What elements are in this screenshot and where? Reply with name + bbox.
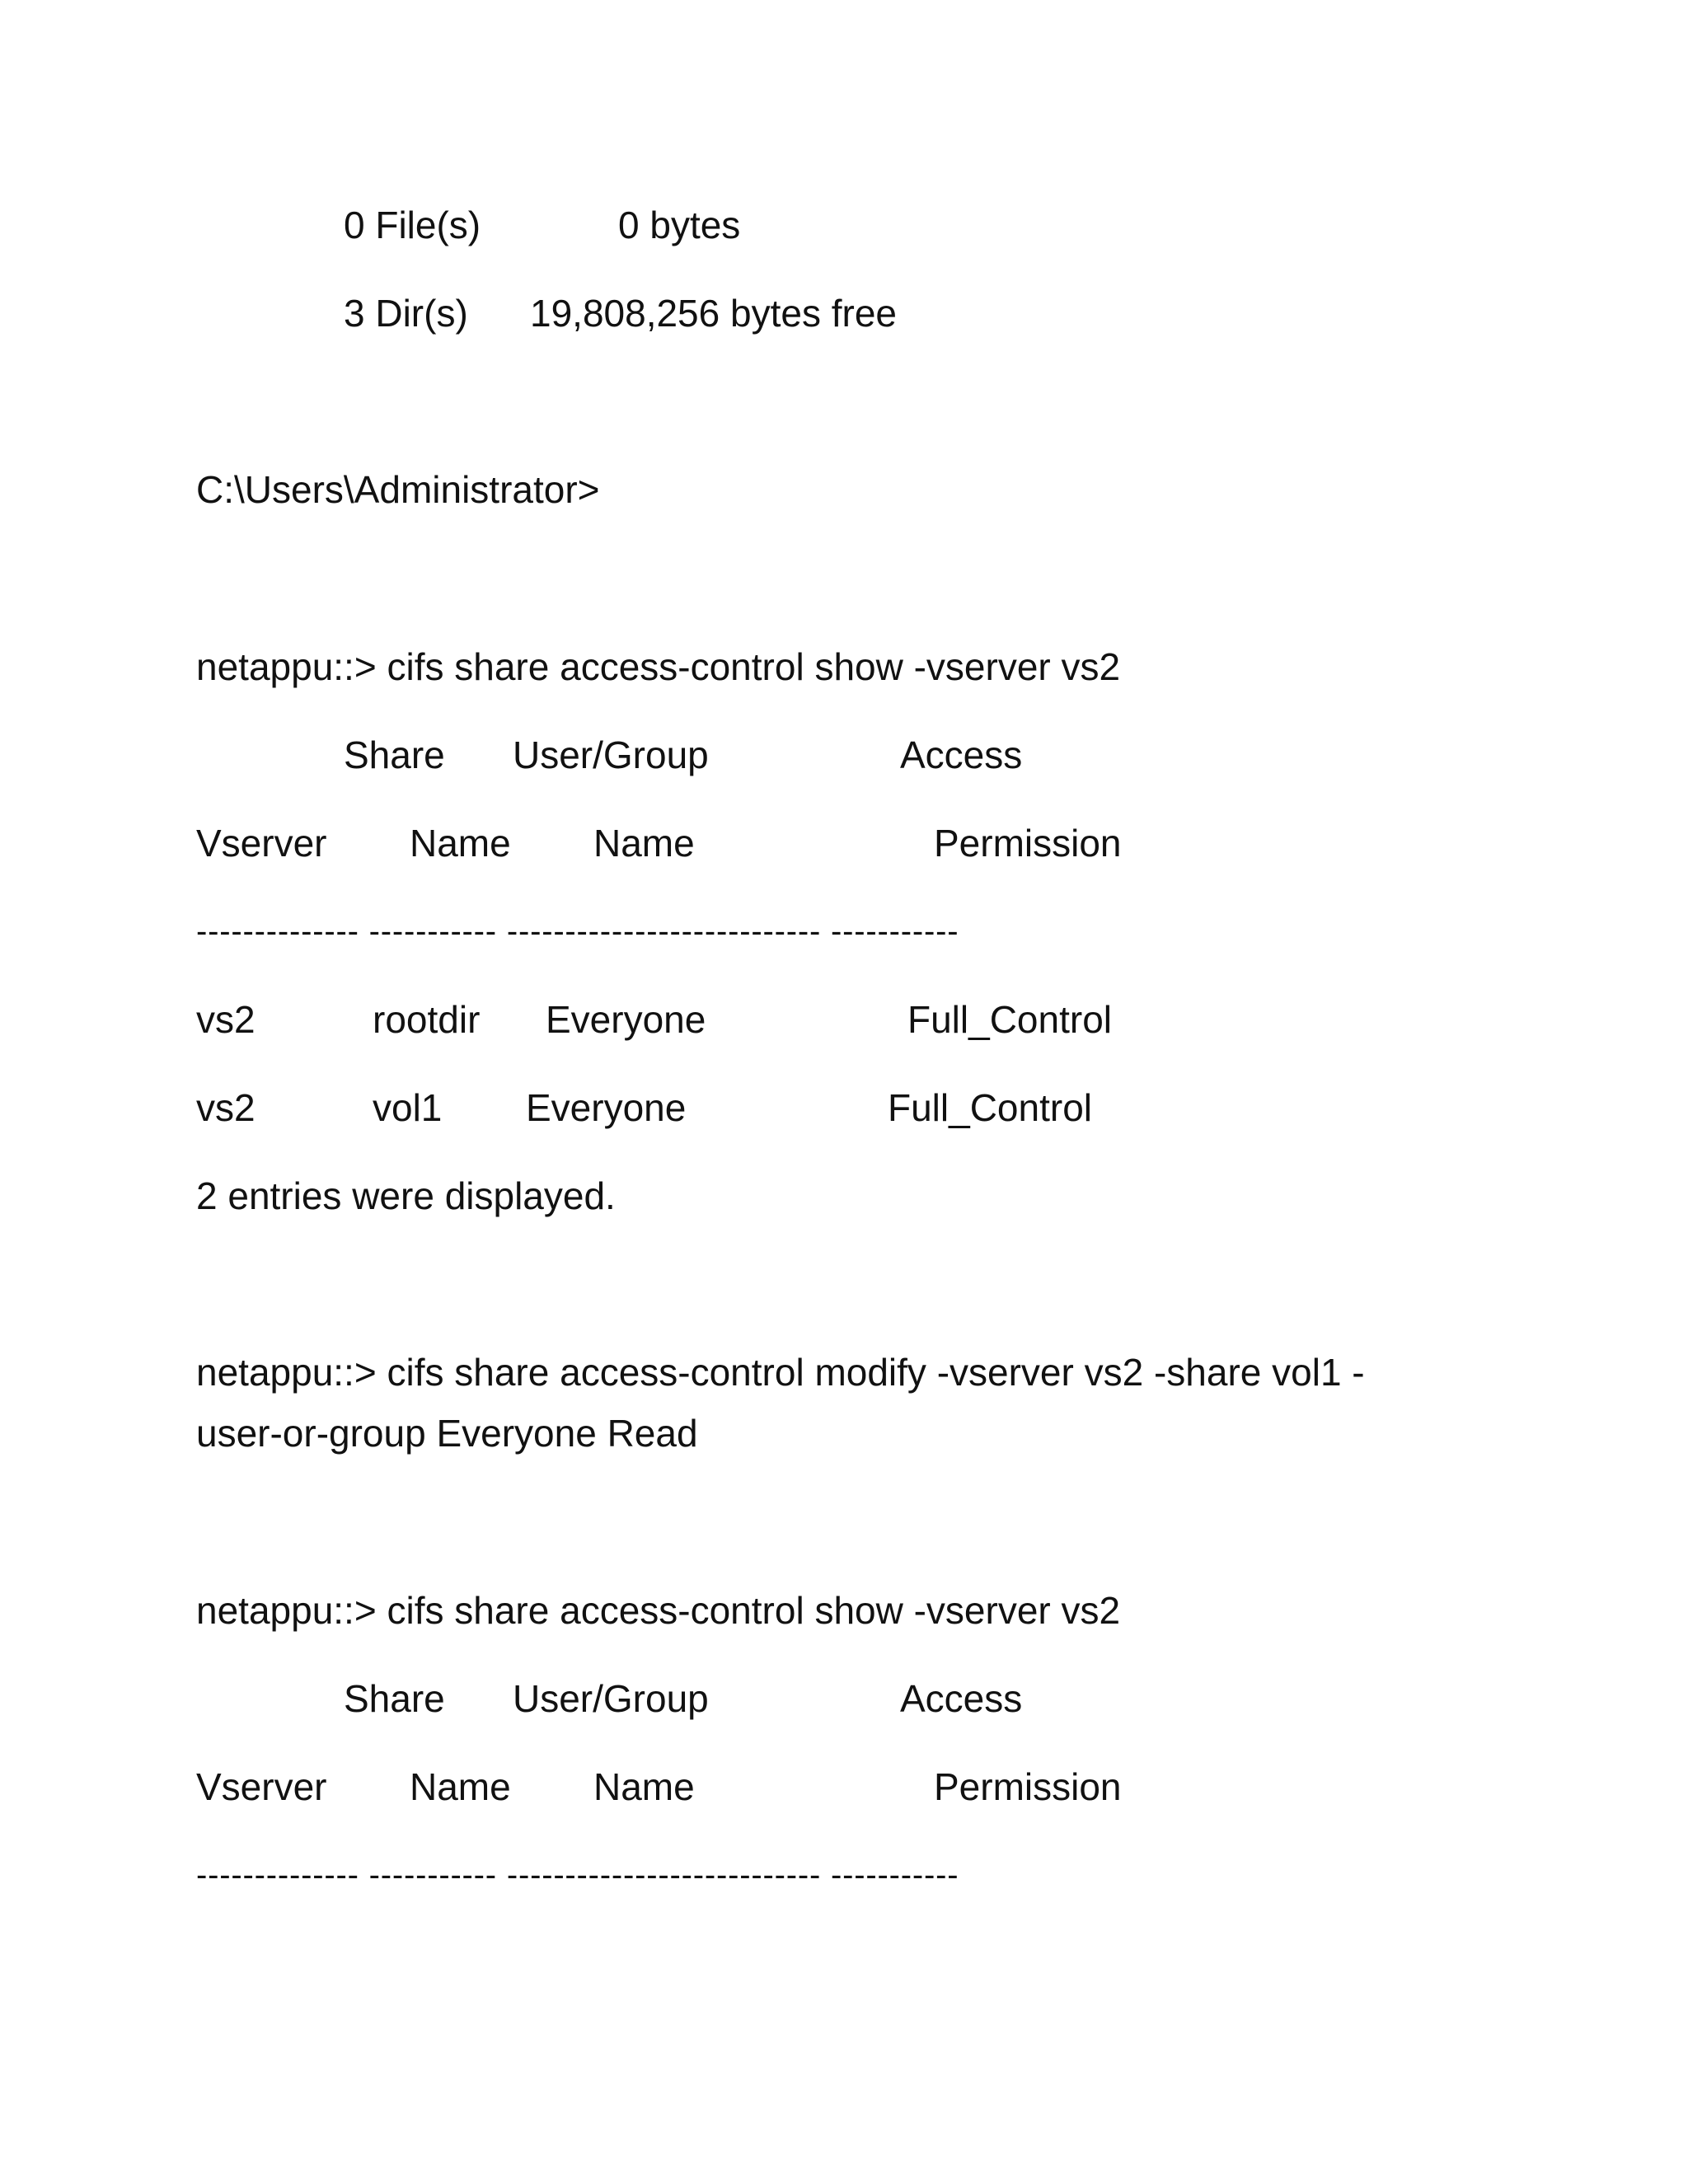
row-1-permission: Full_Control bbox=[907, 998, 1112, 1041]
header-2-share: Share bbox=[344, 1677, 445, 1720]
row-2-vserver: vs2 bbox=[196, 1086, 256, 1129]
header-2-permission: Permission bbox=[934, 1765, 1122, 1808]
row-2-share: vol1 bbox=[373, 1086, 443, 1129]
bytes-free: 19,808,256 bytes free bbox=[530, 292, 897, 335]
modify-command-line-2: user-or-group Everyone Read bbox=[196, 1412, 698, 1455]
row-1-vserver: vs2 bbox=[196, 998, 256, 1041]
row-2-permission: Full_Control bbox=[888, 1086, 1092, 1129]
header-access: Access bbox=[900, 733, 1023, 776]
modify-command-line-1: netappu::> cifs share access-control modify -vserver vs2 -share vol1 - bbox=[196, 1351, 1365, 1394]
header-user-name: Name bbox=[593, 822, 695, 865]
header-vserver: Vserver bbox=[196, 822, 327, 865]
row-1-user: Everyone bbox=[546, 998, 706, 1041]
header-2-vserver: Vserver bbox=[196, 1765, 327, 1808]
header-2-user-group: User/Group bbox=[513, 1677, 709, 1720]
show-command-2: netappu::> cifs share access-control show -vserver vs2 bbox=[196, 1589, 1121, 1632]
files-bytes: 0 bytes bbox=[618, 204, 741, 246]
cmd-prompt: C:\Users\Administrator> bbox=[196, 468, 600, 511]
header-user-group: User/Group bbox=[513, 733, 709, 776]
header-2-share-name: Name bbox=[410, 1765, 511, 1808]
entries-footer: 2 entries were displayed. bbox=[196, 1174, 616, 1217]
row-1-share: rootdir bbox=[373, 998, 481, 1041]
files-count: 0 File(s) bbox=[344, 204, 481, 246]
header-permission: Permission bbox=[934, 822, 1122, 865]
row-2-user: Everyone bbox=[526, 1086, 687, 1129]
separator-line: -------------- ----------- --------------------------- ----------- bbox=[196, 913, 959, 949]
dirs-count: 3 Dir(s) bbox=[344, 292, 468, 335]
header-2-access: Access bbox=[900, 1677, 1023, 1720]
header-2-user-name: Name bbox=[593, 1765, 695, 1808]
header-share-name: Name bbox=[410, 822, 511, 865]
show-command-1: netappu::> cifs share access-control show -vserver vs2 bbox=[196, 645, 1121, 688]
separator-line-2: -------------- ----------- --------------------------- ----------- bbox=[196, 1857, 959, 1893]
header-share: Share bbox=[344, 733, 445, 776]
